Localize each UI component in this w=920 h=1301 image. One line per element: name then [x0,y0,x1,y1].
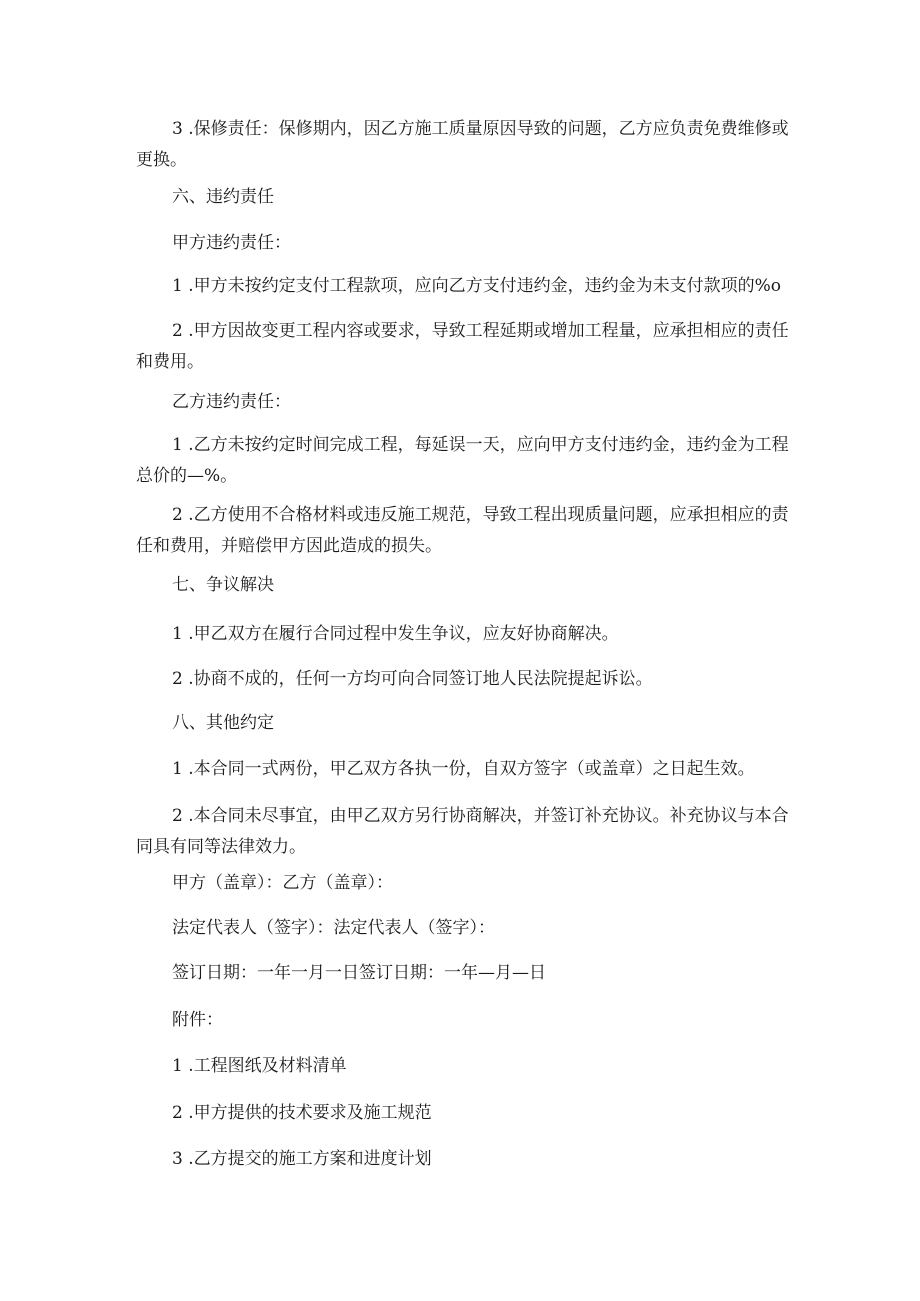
party-b-breach-label: 乙方违约责任： [172,392,291,412]
other-clause-2: 2 .本合同未尽事宜，由甲乙双方另行协商解决，并签订补充协议。补充协议与本合同具有同等法律效力。 [136,806,789,857]
other-clause-1: 1 .本合同一式两份，甲乙双方各执一份，自双方签字（或盖章）之日起生效。 [172,759,755,779]
party-b-breach-clause-2: 2 .乙方使用不合格材料或违反施工规范，导致工程出现质量问题，应承担相应的责任和费用，并赔偿甲方因此造成的损失。 [136,505,789,556]
warranty-clause-3: 3 .保修责任：保修期内，因乙方施工质量原因导致的问题，乙方应负责免费维修或更换。 [136,119,789,170]
signing-date-line: 签订日期：一年一月一日签订日期：一年—月—日 [172,963,546,983]
section-heading-dispute: 七、争议解决 [172,575,274,595]
section-heading-breach: 六、违约责任 [172,187,274,207]
party-a-breach-clause-1: 1 .甲方未按约定支付工程款项，应向乙方支付违约金，违约金为未支付款项的%o [172,276,782,296]
attachment-item-3: 3 .乙方提交的施工方案和进度计划 [172,1149,432,1169]
attachments-label: 附件： [172,1010,223,1030]
seal-line: 甲方（盖章）：乙方（盖章）： [172,873,393,893]
attachment-item-2: 2 .甲方提供的技术要求及施工规范 [172,1103,432,1123]
section-heading-other: 八、其他约定 [172,713,274,733]
party-b-breach-clause-1: 1 .乙方未按约定时间完成工程，每延误一天，应向甲方支付违约金，违约金为工程总价的—%。 [136,435,789,486]
party-a-breach-clause-2: 2 .甲方因故变更工程内容或要求，导致工程延期或增加工程量，应承担相应的责任和费用。 [136,321,789,372]
party-a-breach-label: 甲方违约责任： [172,233,291,253]
attachment-item-1: 1 .工程图纸及材料清单 [172,1056,347,1076]
representative-signature-line: 法定代表人（签字）：法定代表人（签字）： [172,918,495,938]
dispute-clause-1: 1 .甲乙双方在履行合同过程中发生争议，应友好协商解决。 [172,624,619,644]
dispute-clause-2: 2 .协商不成的，任何一方均可向合同签订地人民法院提起诉讼。 [172,669,653,689]
